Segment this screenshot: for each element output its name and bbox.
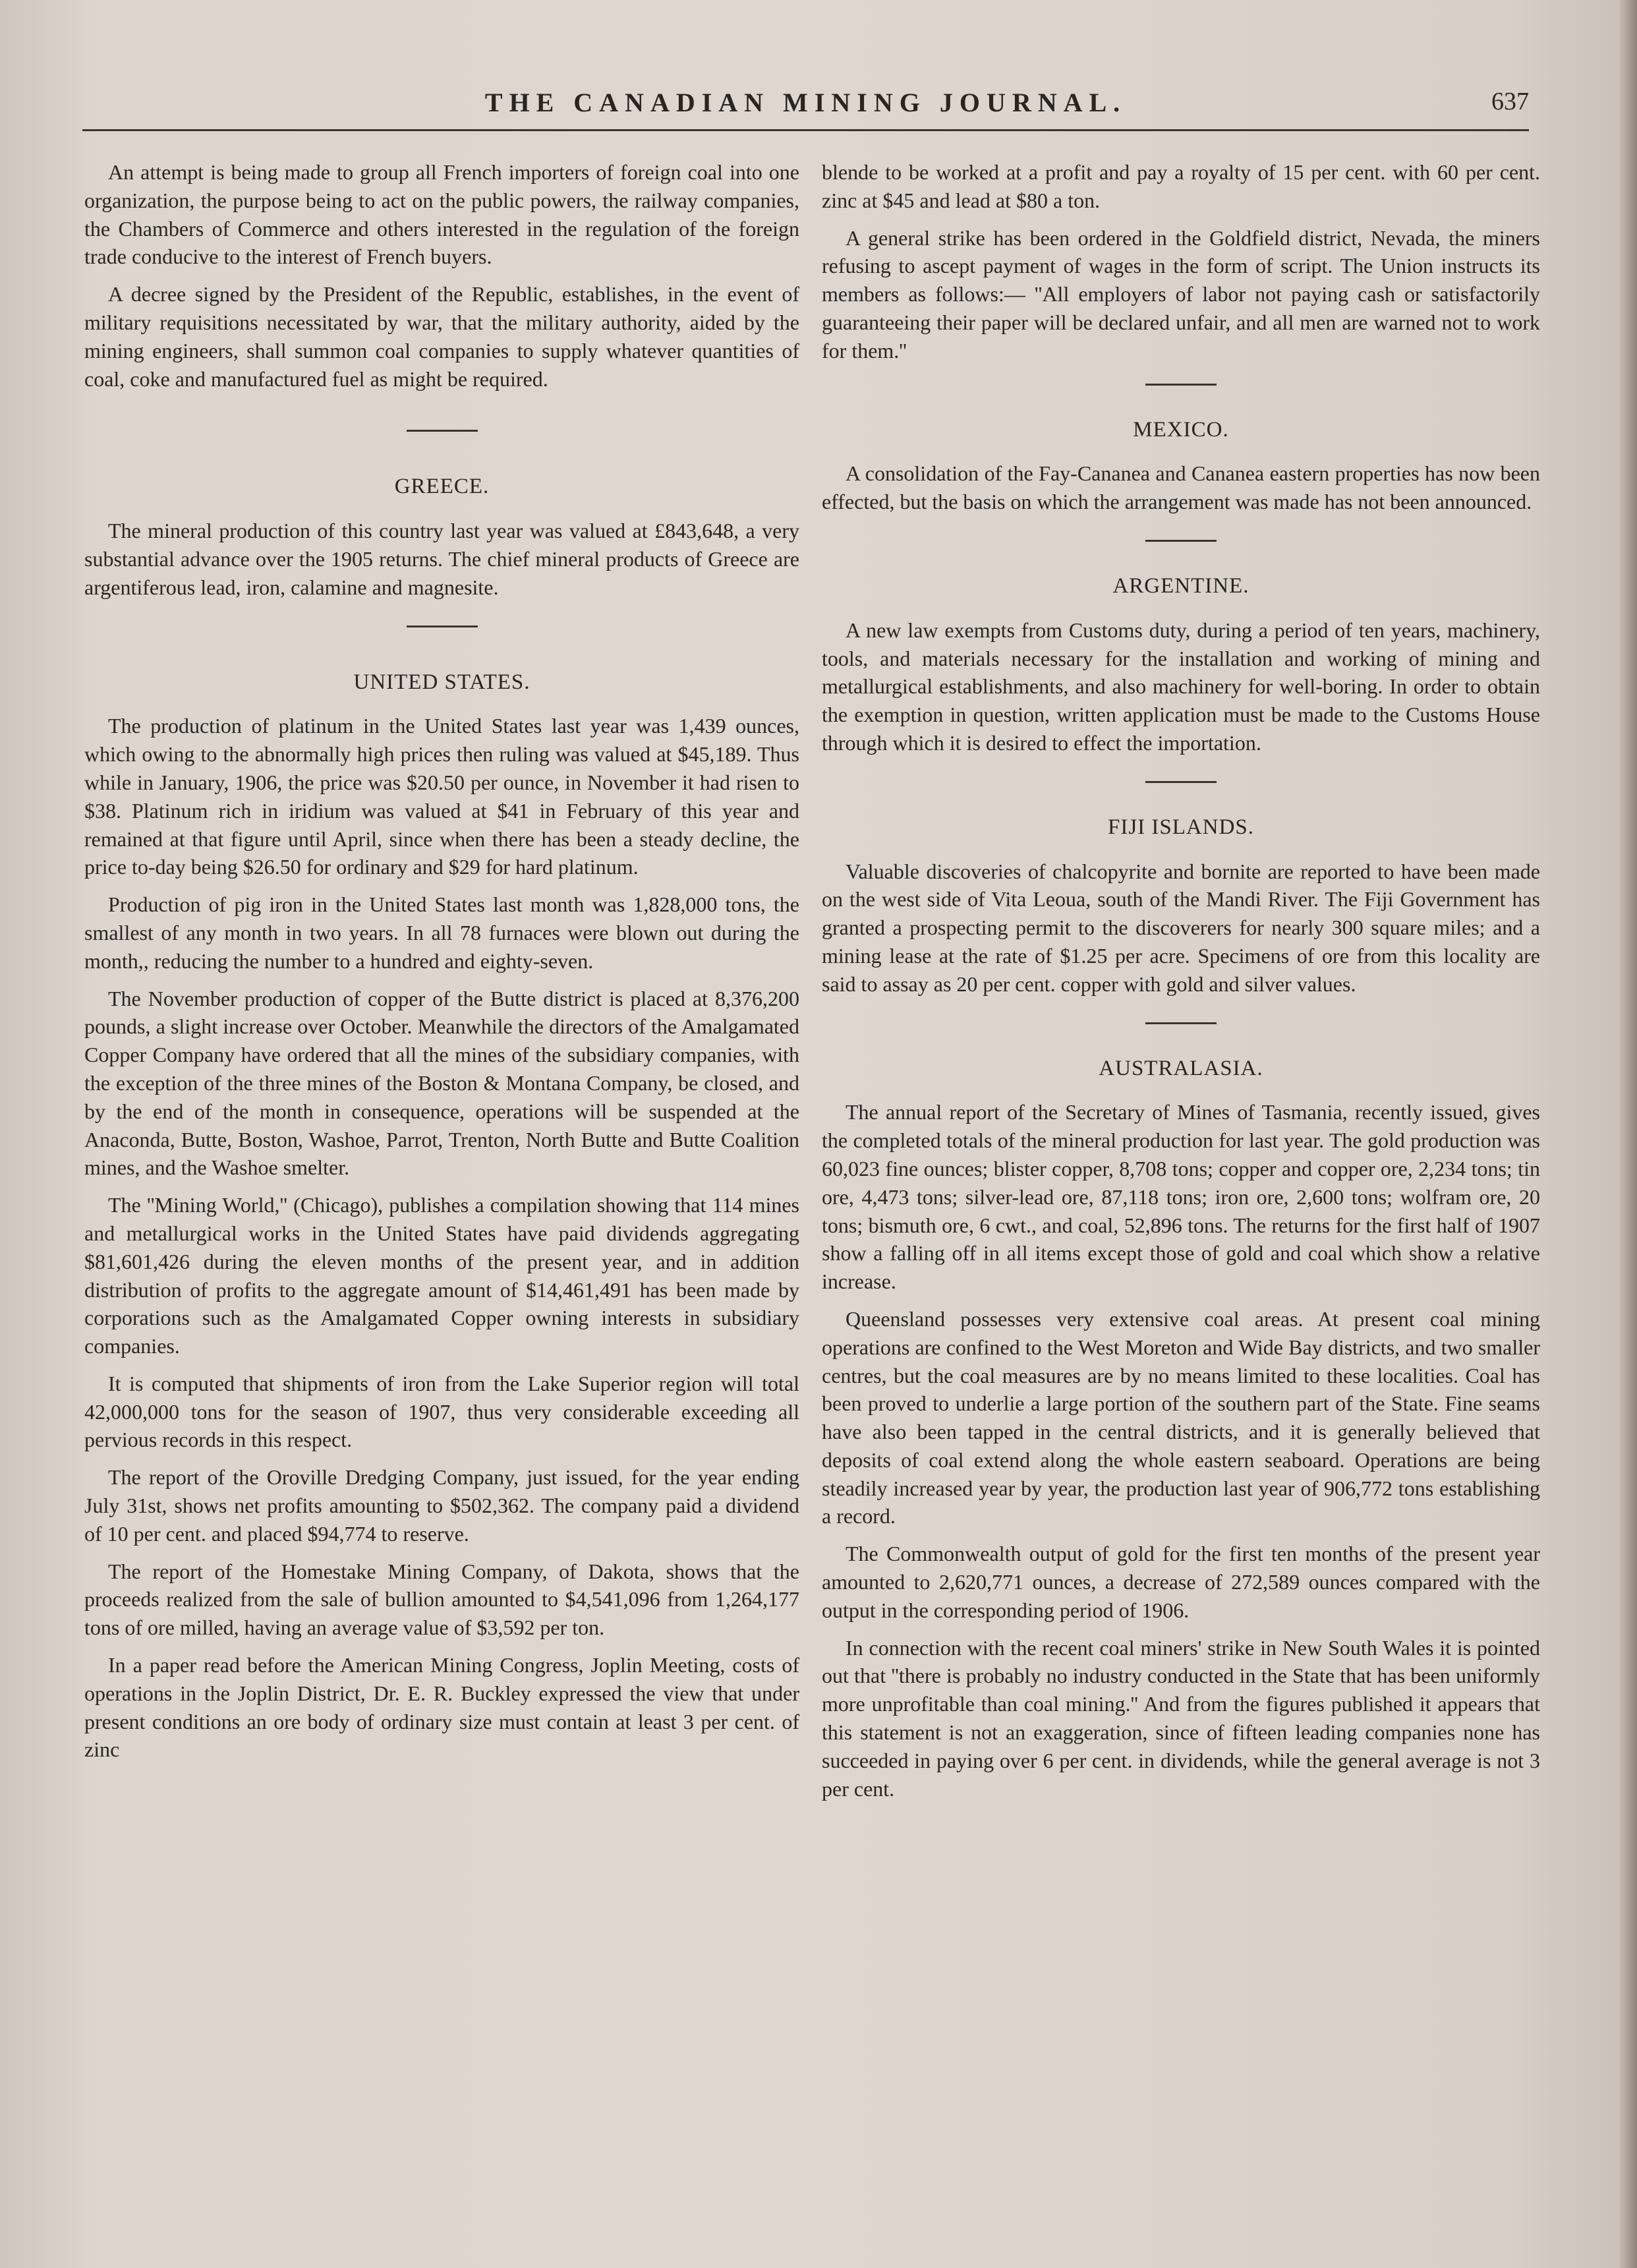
section-title-united-states: UNITED STATES. (353, 670, 531, 694)
paragraph-fiji: Valuable discoveries of chalcopyrite and bornite are reported to have been made on the west side of Vita Leoua, south of the Mandi River. The Fiji Government has granted a prospecting permit to the discoverers for nearly 300 square miles; and a mining lease at the rate of $1.25 per acre. Specimens of ore from this locality are said to assay as 20 per cent. copper with gold and silver values. (822, 859, 1540, 996)
page-edge-shadow (1620, 0, 1637, 2268)
running-title: THE CANADIAN MINING JOURNAL. (484, 88, 1127, 117)
paragraph-us-platinum: The production of platinum in the United States last year was 1,439 ounces, which owing to the abnormally high prices then ruling was valued at $45,189. Thus while in January, 1906, the price was $20.50 per ounce, in November it had risen to $38. Platinum rich in iridium was valued at $41 in February of this year and remained at that figure until April, since when there has been a steady decline, the price to-day being $26.50 for ordinary and $29 for hard platinum. (84, 714, 799, 879)
paragraph-argentine: A new law exempts from Customs duty, during a period of ten years, machinery, tools, and materials necessary for the installation and working of mining and metallurgical establishments, and also machinery for well-boring. In order to obtain the exemption in question, written application must be made to the Customs House through which it is desired to effect the importation. (822, 618, 1540, 755)
section-divider (1145, 540, 1217, 542)
paragraph-mexico: A consolidation of the Fay-Cananea and Cananea eastern properties has now been effected, but the basis on which the arrangement was made has not been announced. (822, 461, 1540, 514)
section-divider (407, 625, 478, 627)
page-number: 637 (1491, 88, 1529, 115)
paragraph-france-importers: An attempt is being made to group all French importers of foreign coal into one organization, the purpose being to act on the public powers, the railway companies, the Chambers of Commerce and others interested in the regulation of the foreign trade conducive to the interest of French buyers. (84, 160, 799, 269)
paragraph-commonwealth-gold: The Commonwealth output of gold for the first ten months of the present year amounted to 2,620,771 ounces, a decrease of 272,589 ounces compared with the output in the corresponding period of 1906. (822, 1542, 1540, 1622)
right-column (822, 158, 1540, 1812)
paragraph-us-lake-superior: It is computed that shipments of iron from the Lake Superior region will total 42,000,000 tons for the season of 1907, thus very considerable exceeding all pervious records in this respect. (84, 1371, 799, 1452)
left-column (84, 158, 799, 1773)
paragraph-us-oroville: The report of the Oroville Dredging Company, just issued, for the year ending July 31st, shows net profits amounting to $502,362. The company paid a dividend of 10 per cent. and placed $94,774 to reserve. (84, 1465, 799, 1546)
section-divider (1145, 1022, 1217, 1024)
paragraph-nsw-coal-strike: In connection with the recent coal miners' strike in New South Wales it is pointed out that ''there is probably no industry conducted in the State that has been uniformly more unprofitable than coal mining.'' And from the figures published it appears that this statement is not an exaggeration, since of fifteen leading companies none has succeeded in paying over 6 per cent. in dividends, while the general average is not 3 per cent. (822, 1635, 1540, 1801)
section-title-mexico: MEXICO. (1133, 417, 1229, 442)
paragraph-us-dividends: The ''Mining World,'' (Chicago), publishes a compilation showing that 114 mines and metallurgical works in the United States have paid dividends aggregating $81,601,426 during the eleven months of the present year, and in addition distribution of profits to the aggregate amount of $14,461,491 has been made by corporations such as the Amalgamated Copper owning interests in subsidiary companies. (84, 1193, 799, 1358)
paragraph-us-homestake: The report of the Homestake Mining Company, of Dakota, shows that the proceeds realized from the sale of bullion amounted to $4,541,096 from 1,264,177 tons of ore milled, having an average value of $3,592 per ton. (84, 1559, 799, 1640)
paragraph-goldfield-strike: A general strike has been ordered in the Goldfield district, Nevada, the miners refusing to ascept payment of wages in the form of script. The Union instructs its members as follows:— ''All employers of labor not paying cash or satisfactorily guaranteeing their paper will be declared unfair, and all men are warned not to work for them.'' (822, 225, 1540, 363)
section-title-argentine: ARGENTINE. (1112, 573, 1249, 598)
paragraph-us-joplin: In a paper read before the American Mining Congress, Joplin Meeting, costs of operations in the Joplin District, Dr. E. R. Buckley expressed the view that under present conditions an ore body of ordinary size must contain at least 3 per cent. of zinc (84, 1653, 799, 1762)
section-title-fiji-islands: FIJI ISLANDS. (1107, 815, 1255, 839)
paragraph-greece: The mineral production of this country last year was valued at £843,648, a very substantial advance over the 1905 returns. The chief mineral products of Greece are argentiferous lead, iron, calamine and magnesite. (84, 519, 799, 599)
paragraph-tasmania: The annual report of the Secretary of Mines of Tasmania, recently issued, gives the completed totals of the mineral production for last year. The gold production was 60,023 fine ounces; blister copper, 8,708 tons; copper and copper ore, 2,234 tons; tin ore, 4,473 tons; silver-lead ore, 87,118 tons; iron ore, 2,600 tons; wolfram ore, 20 tons; bismuth ore, 6 cwt., and coal, 52,896 tons. The returns for the first half of 1907 show a falling off in all items except those of gold and coal which show a relative increase. (822, 1100, 1540, 1294)
section-divider (1145, 384, 1217, 386)
paragraph-us-butte-copper: The November production of copper of the Butte district is placed at 8,376,200 pounds, a slight increase over October. Meanwhile the directors of the Amalgamated Copper Company have ordered that all the mines of the subsidiary companies, with the exception of the three mines of the Boston & Montana Company, be closed, and by the end of the month in consequence, operations will be suspended at the Anaconda, Butte, Boston, Washoe, Parrot, Trenton, North Butte and Butte Coalition mines, and the Washoe smelter. (84, 986, 799, 1180)
page-header (82, 87, 1529, 133)
section-divider (1145, 781, 1217, 783)
paragraph-france-decree: A decree signed by the President of the Republic, establishes, in the event of military requisitions necessitated by war, that the military authority, aided by the mining engineers, shall summon coal companies to supply whatever quantities of coal, coke and manufactured fuel as might be required. (84, 282, 799, 391)
paragraph-us-pig-iron: Production of pig iron in the United States last month was 1,828,000 tons, the smallest of any month in two years. In all 78 furnaces were blown out during the month,, reducing the number to a hundred and eighty-seven. (84, 892, 799, 973)
paragraph-queensland: Queensland possesses very extensive coal areas. At present coal mining operations are confined to the West Moreton and Wide Bay districts, and two smaller centres, but the coal measures are by no means limited to these localities. Coal has been proved to underlie a large portion of the southern part of the State. Fine seams have also been tapped in the central districts, and it is generally believed that deposits of coal extend along the whole eastern seaboard. Operations are being steadily increased year by year, the production last year of 906,772 tons establishing a record. (822, 1306, 1540, 1528)
header-rule (82, 129, 1529, 131)
section-divider (407, 430, 478, 432)
section-title-australasia: AUSTRALASIA. (1099, 1056, 1263, 1080)
paragraph-joplin-continued: blende to be worked at a profit and pay a royalty of 15 per cent. with 60 per cent. zinc at $45 and lead at $80 a ton. (822, 160, 1540, 212)
section-title-greece: GREECE. (394, 475, 490, 499)
